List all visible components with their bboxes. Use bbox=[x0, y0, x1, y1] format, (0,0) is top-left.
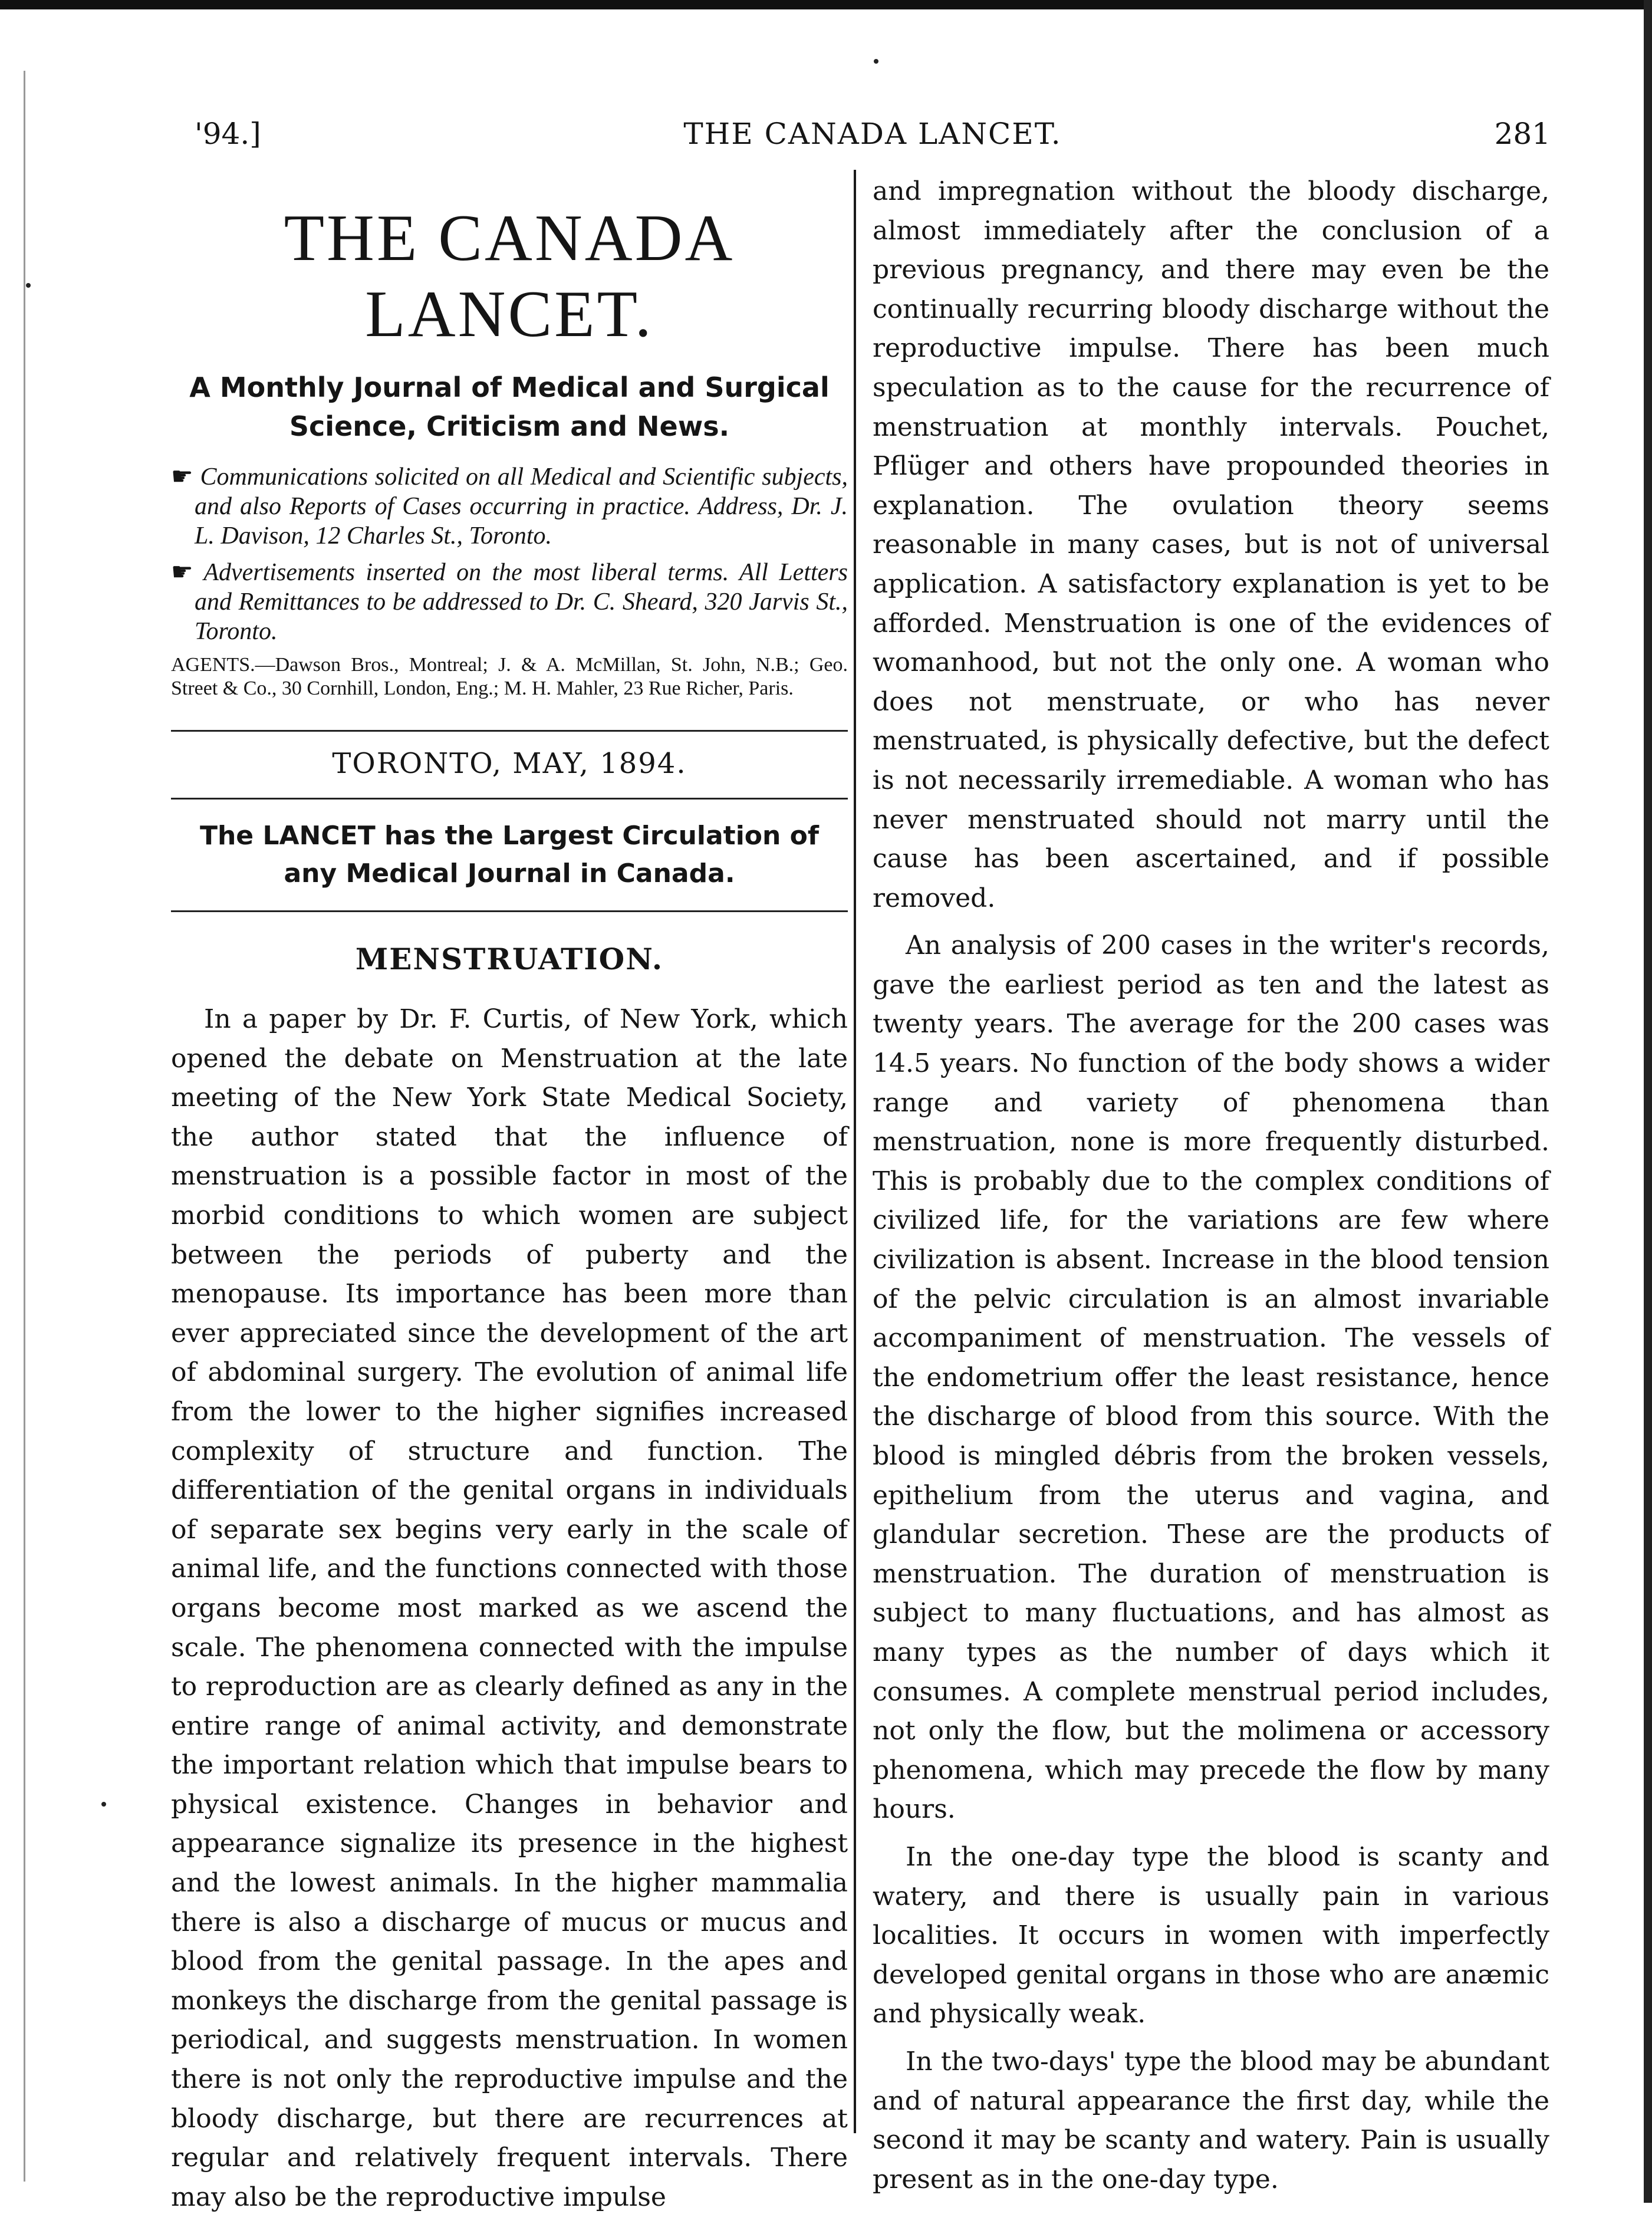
article-paragraph: In the one-day type the blood is scanty and watery, and there is usually pain in various localities. It occurs in women with imperfectly developed genital organs in those who are anæmic and physically weak. bbox=[873, 1841, 1549, 2029]
pointing-hand-icon: ☛ bbox=[171, 559, 193, 586]
scan-speck bbox=[101, 1802, 106, 1807]
circulation-notice: The LANCET has the Largest Circulation of any Medical Journal in Canada. bbox=[199, 821, 820, 889]
page-number: 281 bbox=[1494, 117, 1551, 151]
column-divider bbox=[854, 170, 856, 2133]
scan-border-top bbox=[0, 0, 1652, 9]
communications-notice bbox=[171, 462, 848, 551]
dateline: TORONTO, MAY, 1894. bbox=[332, 747, 687, 780]
running-head-title: THE CANADA LANCET. bbox=[683, 117, 1062, 151]
article-paragraph-continued: and impregnation without the bloody discharge, almost immediately after the conclusion of a previous pregnancy, and there may even be the continually recurring bloody discharge without the reproductive impulse. There has been much speculation as to the cause for the recurrence of menstruation at monthly intervals. Pouchet, Pflüger and others have propounded theories in explanation. The ovulation theory seems reasonable in many cases, but is not of universal application. A satisfactory explanation is yet to be afforded. Menstruation is one of the evidences of womanhood, but not the only one. A woman who does not menstruate, or who has never menstruated, is physically defective, but the defect is not necessarily irremediable. A woman who has never menstruated should not marry until the cause has been ascertained, and if possible removed. bbox=[873, 176, 1549, 913]
advertisements-notice-text: Advertisements inserted on the most liberal terms. All Letters and Remittances to be addressed to Dr. C. Sheard, 320 Jarvis St., Toronto. bbox=[195, 559, 848, 645]
running-head-year: '94.] bbox=[195, 117, 261, 151]
scan-speck bbox=[26, 283, 31, 288]
right-column bbox=[873, 172, 1549, 2207]
advertisements-notice bbox=[171, 558, 848, 646]
article-title: MENSTRUATION. bbox=[355, 942, 664, 976]
scan-gutter-shadow bbox=[24, 71, 25, 2182]
communications-notice-text: Communications solicited on all Medical and Scientific subjects, and also Reports of Cases occurring in practice. Address, Dr. J. L. Davison, 12 Charles St., Toronto. bbox=[195, 463, 848, 550]
pointing-hand-icon: ☛ bbox=[171, 463, 193, 491]
running-head bbox=[195, 117, 1551, 164]
article-paragraph: An analysis of 200 cases in the writer's records, gave the earliest period as ten and the latest as twenty years. The average for the 200 cases was 14.5 years. No function of the body shows a wider range and variety of phenomena than menstruation, none is more frequently disturbed. This is probably due to the complex conditions of civilized life, for the variations are few where civilization is absent. Increase in the blood tension of the pelvic circulation is an almost invariable accompaniment of menstruation. The vessels of the endometrium offer the least resistance, hence the discharge of blood from this source. With the blood is mingled débris from the broken vessels, epithelium from the uterus and vagina, and glandular secretion. These are the products of menstruation. The duration of menstruation is subject to many fluctuations, and has almost as many types as the number of days which it consumes. A complete menstrual period includes, not only the flow, but the molimena or accessory phenomena, which may precede the flow by many hours. bbox=[873, 930, 1549, 1825]
rule bbox=[171, 910, 848, 912]
scan-speck bbox=[874, 59, 878, 64]
masthead-subtitle: A Monthly Journal of Medical and Surgical Science, Criticism and News. bbox=[189, 371, 830, 442]
article-paragraph: In the two-days' type the blood may be abundant and of natural appearance the first day, while the second it may be scanty and watery. Pain is usually present as in the one-day type. bbox=[873, 2046, 1549, 2195]
scan-border-right bbox=[1644, 0, 1652, 2203]
left-column bbox=[171, 172, 848, 2224]
article-paragraph: In a paper by Dr. F. Curtis, of New York, which opened the debate on Menstruation at the late meeting of the New York State Medical Society, the author stated that the influence of menstruation is a possible factor in most of the morbid conditions to which women are subject between the periods of puberty and the menopause. Its importance has been more than ever appreciated since the development of the art of abdominal surgery. The evolution of animal life from the lower to the higher signifies increased complexity of structure and function. The differentiation of the genital organs in individuals of separate sex begins very early in the scale of animal life, and the functions connected with those organs become most marked as we ascend the scale. The phenomena connected with the impulse to reproduction are as clearly defined as any in the entire range of animal activity, and demonstrate the important relation which that impulse bears to physical existence. Changes in behavior and appearance signalize its presence in the highest and the lowest animals. In the higher mammalia there is also a discharge of mucus or mucus and blood from the genital passage. In the apes and monkeys the discharge from the genital passage is periodical, and suggests menstruation. In women there is not only the reproductive impulse and the bloody discharge, but there are recurrences at regular and relatively frequent intervals. There may also be the reproductive impulse bbox=[171, 1004, 848, 2212]
masthead-title: THE CANADA LANCET. bbox=[284, 202, 735, 351]
agents-list: AGENTS.—Dawson Bros., Montreal; J. & A. McMillan, St. John, N.B.; Geo. Street & Co., 30 Cornhill, London, Eng.; M. H. Mahler, 23 Rue Richer, Paris. bbox=[171, 654, 848, 699]
